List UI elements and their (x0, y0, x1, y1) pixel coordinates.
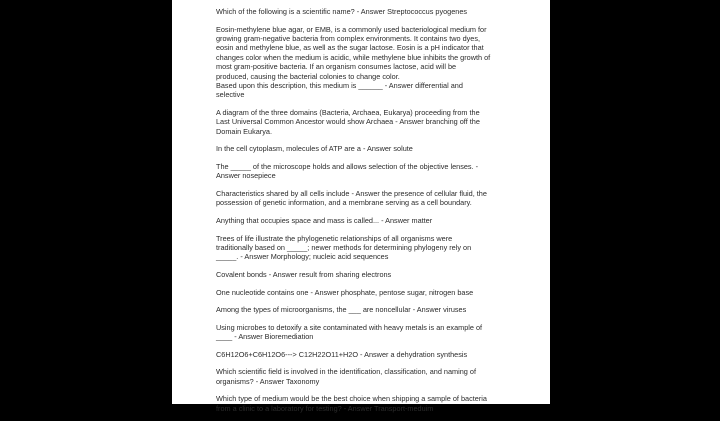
text-line: Which type of medium would be the best choice when shipping a sample of bacteria (216, 394, 487, 404)
text-line: Domain Eukarya. (216, 126, 272, 136)
text-line: Which scientific field is involved in the identification, classification, and naming of (216, 367, 476, 377)
text-line: Answer nosepiece (216, 171, 276, 181)
qa-item-6 (216, 189, 512, 208)
text-line: from a clinic to a laboratory for testing? - Answer Transport-meduim (216, 403, 434, 413)
text-line: produced, causing the bacterial colonies to change color. (216, 71, 400, 81)
qa-item-1 (216, 7, 512, 16)
qa-item-11 (216, 305, 512, 314)
qa-item-10 (216, 288, 512, 297)
document-text (216, 7, 512, 421)
text-line: _____. - Answer Morphology; nucleic acid sequences (216, 252, 389, 262)
qa-item-15 (216, 394, 512, 413)
text-line: Covalent bonds - Answer result from sharing electrons (216, 270, 392, 280)
qa-item-4 (216, 144, 512, 153)
qa-item-14 (216, 367, 512, 386)
text-line: changes color when the medium is acidic, while methylene blue inhibits the growth of (216, 52, 491, 62)
text-line: selective (216, 90, 245, 100)
text-line: most gram-positive bacteria. If an organism consumes lactose, acid will be (216, 62, 457, 72)
text-line: Using microbes to detoxify a site contaminated with heavy metals is an example of (216, 322, 483, 332)
text-line: Based upon this description, this medium is ______ - Answer differential and (216, 81, 463, 91)
qa-item-13 (216, 350, 512, 359)
text-line: organisms? - Answer Taxonomy (216, 376, 320, 386)
text-line: One nucleotide contains one - Answer phosphate, pentose sugar, nitrogen base (216, 287, 474, 297)
qa-item-5 (216, 162, 512, 181)
qa-item-9 (216, 270, 512, 279)
text-line: ____ - Answer Bioremediation (216, 332, 314, 342)
text-line: eosin and methylene blue, as well as the sugar lactose. Eosin is a pH indicator that (216, 43, 484, 53)
text-line: Trees of life illustrate the phylogenetic relationships of all organisms were (216, 233, 453, 243)
text-line: Last Universal Common Ancestor would show Archaea - Answer branching off the (216, 117, 480, 127)
qa-item-3 (216, 108, 512, 136)
qa-item-2 (216, 25, 512, 100)
text-line: possession of genetic information, and a membrane serving as a cell boundary. (216, 198, 472, 208)
text-line: The _____ of the microscope holds and allows selection of the objective lenses. - (216, 162, 479, 172)
qa-item-8 (216, 234, 512, 262)
qa-item-12 (216, 323, 512, 342)
text-line: traditionally based on _____; newer methods for determining phylogeny rely on (216, 243, 472, 253)
text-line: Anything that occupies space and mass is called... - Answer matter (216, 216, 433, 226)
text-line: In the cell cytoplasm, molecules of ATP are a - Answer solute (216, 144, 413, 154)
text-line: A diagram of the three domains (Bacteria, Archaea, Eukarya) proceeding from the (216, 108, 480, 118)
text-line: C6H12O6+C6H12O6---> C12H22O11+H2O - Answer a dehydration synthesis (216, 349, 468, 359)
text-line: growing gram-negative bacteria from complex environments. It contains two dyes, (216, 34, 481, 43)
text-line: Which of the following is a scientific name? - Answer Streptococcus pyogenes (216, 7, 468, 16)
qa-item-7 (216, 216, 512, 225)
document-page (172, 0, 550, 413)
text-line: Eosin-methylene blue agar, or EMB, is a commonly used bacteriological medium for (216, 24, 487, 34)
text-line: Characteristics shared by all cells include - Answer the presence of cellular fluid, the (216, 189, 487, 199)
text-line: Among the types of microorganisms, the ___ are noncellular - Answer viruses (216, 305, 467, 315)
